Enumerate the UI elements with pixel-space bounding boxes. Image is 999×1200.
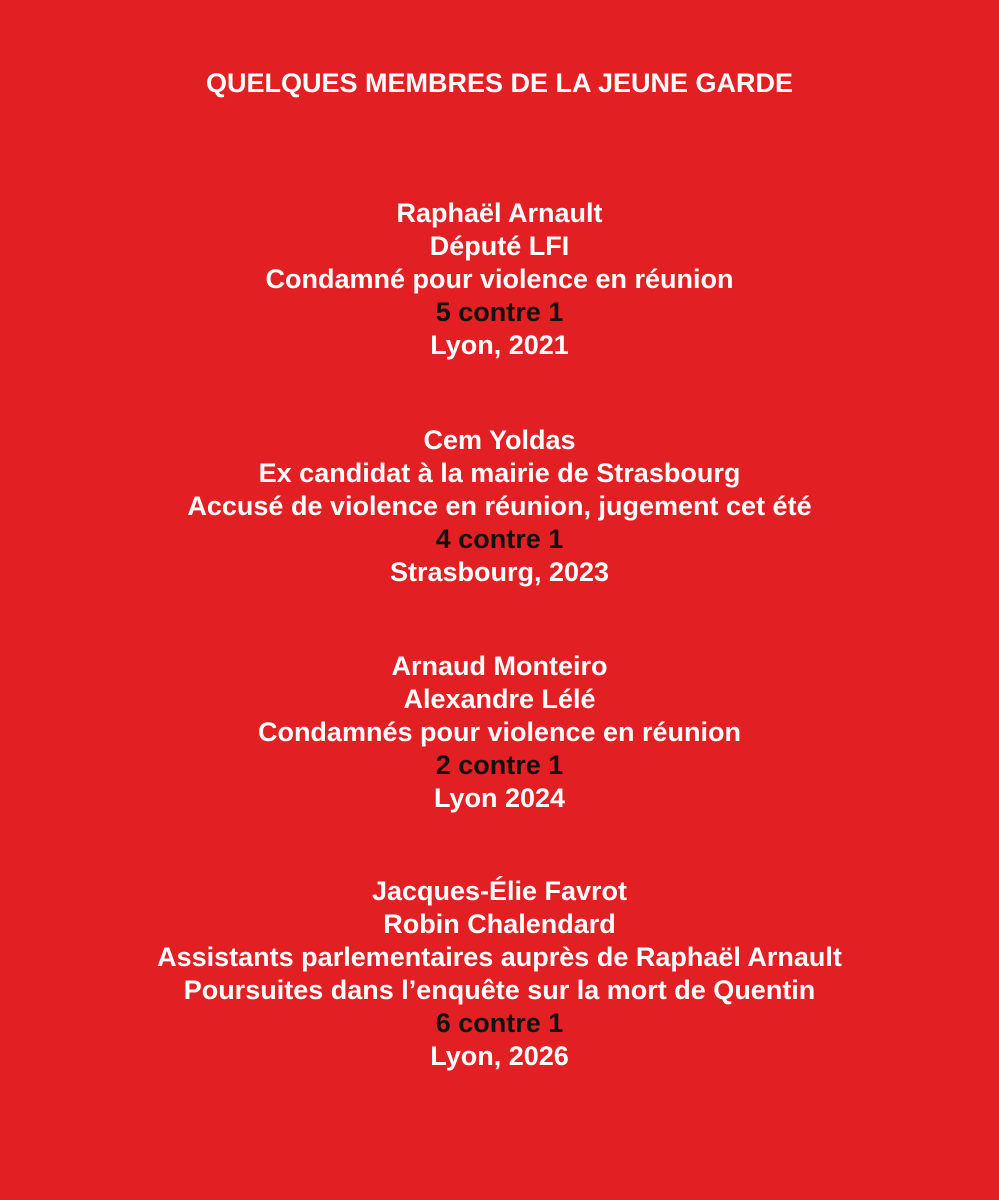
member-entry-4 (0, 875, 999, 1073)
entry-count: 4 contre 1 (435, 524, 564, 554)
entry-status: Condamnés pour violence en réunion (257, 717, 742, 747)
entry-name: Arnaud Monteiro (391, 651, 608, 681)
entry-name-2: Alexandre Lélé (403, 684, 596, 714)
entry-name: Jacques-Élie Favrot (371, 876, 628, 906)
entry-role: Ex candidat à la mairie de Strasbourg (258, 458, 741, 488)
entry-status: Accusé de violence en réunion, jugement cet été (187, 491, 812, 521)
entry-name-2: Robin Chalendard (383, 909, 616, 939)
entry-name: Raphaël Arnault (396, 198, 603, 228)
member-entry-1 (0, 197, 999, 362)
entry-role: Député LFI (429, 231, 570, 261)
entry-count: 5 contre 1 (435, 297, 564, 327)
entry-name: Cem Yoldas (423, 425, 576, 455)
entry-count: 6 contre 1 (435, 1008, 564, 1038)
entry-count: 2 contre 1 (435, 750, 564, 780)
entry-place-date: Lyon 2024 (433, 783, 566, 813)
member-entry-2 (0, 424, 999, 589)
entry-role: Assistants parlementaires auprès de Raphaël Arnault (157, 942, 842, 972)
page-title: QUELQUES MEMBRES DE LA JEUNE GARDE (205, 68, 794, 98)
entry-place-date: Lyon, 2021 (430, 330, 569, 360)
member-entry-3 (0, 650, 999, 815)
entry-status: Condamné pour violence en réunion (265, 264, 734, 294)
entry-place-date: Lyon, 2026 (430, 1041, 569, 1071)
entry-place-date: Strasbourg, 2023 (389, 557, 610, 587)
entry-status: Poursuites dans l’enquête sur la mort de Quentin (183, 975, 816, 1005)
